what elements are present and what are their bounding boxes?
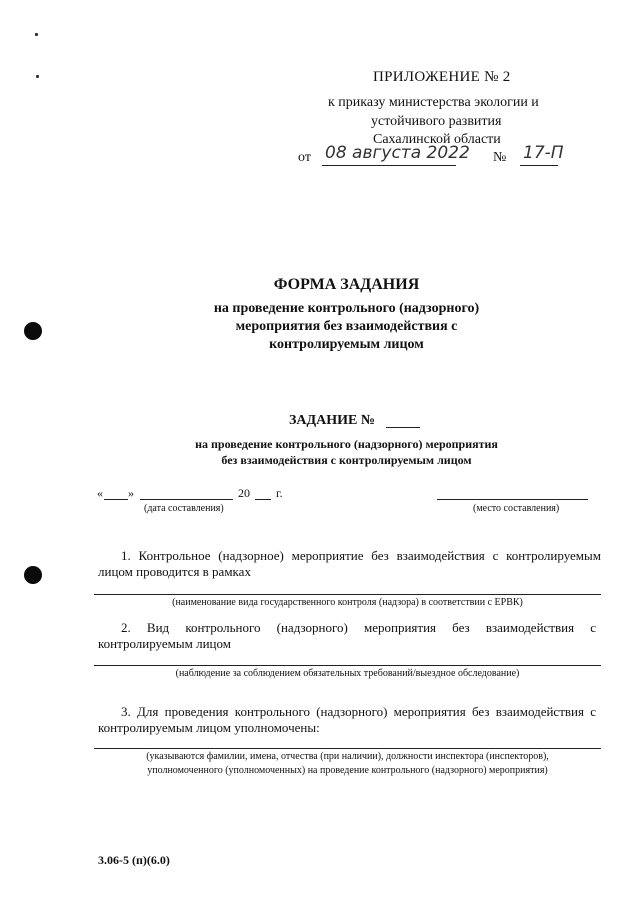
item2-text-line-1: 2. Вид контрольного (надзорного) мероприятия без взаимодействия с [121,620,596,635]
item1-text-line-1: 1. Контрольное (надзорное) мероприятие без взаимодействия с контролируемым [121,548,601,563]
appendix-line-1: к приказу министерства экологии и [328,95,539,110]
form-subtitle-3: контролируемым лицом [269,337,424,352]
year-prefix: 20 [238,486,250,500]
item3-caption-2: уполномоченного (уполномоченных) на проведение контрольного (надзорного) мероприятия) [147,765,548,776]
appendix-title: ПРИЛОЖЕНИЕ № 2 [373,69,511,85]
form-code: 3.06-5 (п)(6.0) [98,853,170,867]
item3-caption-1: (указываются фамилии, имена, отчества (при наличии), должности инспектора (инспекторов), [146,751,549,762]
item3-text-line-2: контролируемым лицом уполномочены: [98,720,320,735]
item1-caption: (наименование вида государственного контроля (надзора) в соответствии с ЕРВК) [172,597,523,608]
handwritten-number: 17-П [523,143,564,163]
scan-speck [36,75,39,78]
item3-text-line-1: 3. Для проведения контрольного (надзорного) мероприятия без взаимодействия с [121,704,596,719]
date-caption: (дата составления) [144,503,224,514]
item2-caption: (наблюдение за соблюдением обязательных требований/выездное обследование) [175,668,520,679]
year-line [255,499,271,500]
task-subtitle-2: без взаимодействия с контролируемым лицом [221,453,472,467]
appendix-line-2: устойчивого развития [371,114,502,129]
close-quote: » [128,486,134,500]
day-line [104,499,128,500]
item1-fill-line [94,594,601,595]
form-subtitle-2: мероприятия без взаимодействия с [235,319,458,334]
scan-speck [35,33,38,36]
date-prefix: от [298,150,311,165]
place-caption: (место составления) [473,503,560,514]
punch-hole-bottom [24,566,42,584]
number-underline [520,165,558,166]
number-prefix: № [493,150,507,165]
task-heading: ЗАДАНИЕ № [289,413,375,428]
place-line [437,499,588,500]
appendix-line-3: Сахалинской области [373,132,501,147]
item2-fill-line [94,665,601,666]
task-subtitle-1: на проведение контрольного (надзорного) мероприятия [195,437,498,451]
form-heading: ФОРМА ЗАДАНИЯ [273,276,420,293]
form-subtitle-1: на проведение контрольного (надзорного) [213,301,480,316]
month-line [140,499,233,500]
year-suffix: г. [276,486,283,500]
item1-text-line-2: лицом проводится в рамках [98,564,251,579]
handwritten-date: 08 августа 2022 [325,143,470,163]
task-number-line [386,427,420,428]
date-underline [322,165,456,166]
item3-fill-line [94,748,601,749]
open-quote: « [97,486,103,500]
item2-text-line-2: контролируемым лицом [98,636,231,651]
